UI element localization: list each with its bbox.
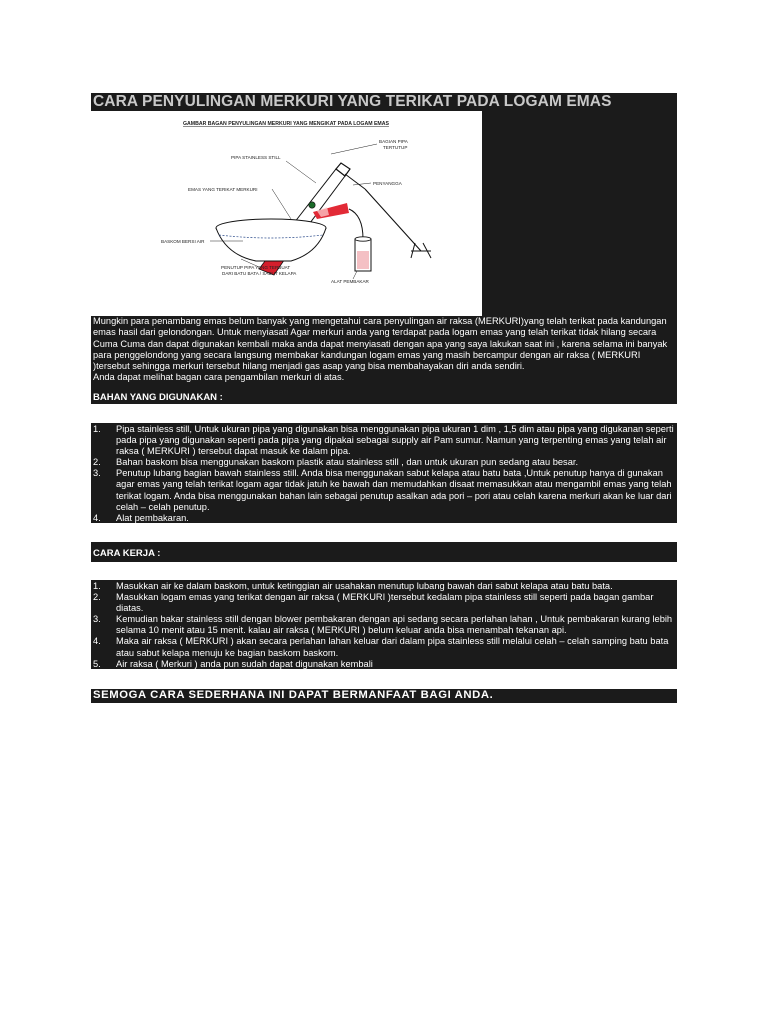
list-number: 1.: [93, 581, 101, 591]
burner-hose: [349, 209, 363, 239]
list-item: [91, 468, 677, 512]
intro-text: [93, 316, 675, 384]
label-cover-1: PENUTUP PIPA YANG TERBUAT: [221, 265, 291, 270]
kerja-list: [91, 581, 677, 670]
burner-fuel: [357, 251, 369, 269]
list-item: [91, 457, 677, 468]
leader-pipe-cap: [331, 144, 377, 154]
basin-body: [216, 228, 326, 261]
diagram-svg: [91, 111, 482, 316]
label-pipe-stainless: PIPA STAINLESS STILL: [231, 155, 281, 160]
kerja-list-section: [91, 580, 677, 669]
list-item: [91, 614, 677, 636]
distillation-diagram: [91, 111, 482, 316]
list-text: Penutup lubang bagian bawah stainless still. Anda bisa menggunakan sabut kelapa atau batu bata ,Untuk penutup hanya di gunakan agar emas yang telah terikat logam agar tidak jatuh ke bawah dan memudahkan disaat memasukkan atau mengambil emas yang telah terikat logam. Anda bisa menggunakan bahan lain sebagai penutup asalkan ada pori – pori atau celah karena merkuri akan ke luar dari celah – celah penutup.: [116, 468, 672, 512]
list-item: [91, 636, 677, 658]
label-pipe-cap-1: BAGIAN PIPA: [379, 139, 408, 144]
list-number: 4.: [93, 636, 101, 647]
list-number: 5.: [93, 658, 101, 669]
list-item: [91, 581, 677, 592]
support-leg: [365, 189, 421, 251]
label-basin: BASKOM BERSI AIR: [161, 239, 205, 244]
leader-support: [353, 183, 371, 185]
bahan-list: [91, 424, 677, 524]
list-number: 2.: [93, 592, 101, 603]
label-pipe-cap-2: TERTUTUP: [383, 145, 408, 150]
list-number: 1.: [93, 424, 101, 434]
closing-text: SEMOGA CARA SEDERHANA INI DAPAT BERMANFAAT BAGI ANDA.: [93, 689, 494, 701]
list-item: [91, 592, 677, 614]
list-text: Maka air raksa ( MERKURI ) akan secara perlahan lahan keluar dari dalam pipa stainless still melalui celah – celah samping batu bata atau sabut kelapa menuju ke bagian baskom baskom.: [116, 636, 669, 658]
label-support: PENYANGGA: [373, 181, 402, 186]
list-item: [91, 424, 677, 457]
list-text: Air raksa ( Merkuri ) anda pun sudah dapat digunakan kembali: [116, 658, 373, 669]
label-cover-2: DARI BATU BATA / SABUT KELAPA: [222, 271, 297, 276]
list-item: [91, 513, 677, 524]
bahan-heading: BAHAN YANG DIGUNAKAN :: [93, 392, 223, 403]
label-gold-mercury: EMAS YANG TERIKAT MERKURI: [188, 187, 258, 192]
closing-bar: [91, 689, 677, 703]
diagram-caption: GAMBAR BAGAN PENYULINGAN MERKURI YANG MENGIKAT PADA LOGAM EMAS: [183, 121, 389, 127]
kerja-heading-bar: [91, 542, 677, 562]
leader-burner: [353, 271, 357, 279]
list-text: Pipa stainless still, Untuk ukuran pipa yang digunakan bisa menggunakan pipa ukuran 1 dim , 1,5 dim atau pipa yang digukanan seperti pada pipa yang digunakan seperti pada pipa yang dipakai sebagai supply air Pam sumur. Namun yang terpenting emas yang telah air raksa ( MERKURI ) tersebut dapat masuk ke dalam pipa.: [116, 424, 674, 457]
list-number: 4.: [93, 512, 101, 523]
intro-paragraph: Mungkin para penambang emas belum banyak yang mengetahui cara penyulingan air raksa (MERKURI)yang telah terikat pada kandungan emas hasil dari gelondongan. Untuk menyiasati Agar merkuri anda yang terdapat pada logam emas yang telah terikat tidak hilang secara Cuma Cuma dan dapat digunakan kembali maka anda dapat menyiasati dengan apa yang saya lakukan saat ini , karena selama ini banyak para penggelondong yang secara langsung membakar kandungan logam emas yang masih bercampur dengan air raksa ( MERKURI )tersebut sehingga merkuri tersebut hilang menjadi gas asap yang bisa membahayakan diri anda sendiri.: [93, 316, 668, 372]
list-number: 3.: [93, 468, 101, 479]
list-number: 3.: [93, 614, 101, 625]
list-text: Alat pembakaran.: [116, 512, 189, 523]
kerja-heading: CARA KERJA :: [93, 548, 161, 559]
leader-gold: [272, 189, 291, 219]
list-text: Masukkan logam emas yang terikat dengan air raksa ( MERKURI )tersebut kedalam pipa stainless still seperti pada bagan gambar diatas.: [116, 592, 654, 614]
label-burner: ALAT PEMBAKAR: [331, 279, 369, 284]
mercury-dot: [309, 202, 315, 208]
intro-note: Anda dapat melihat bagan cara pengambilan merkuri di atas.: [93, 372, 345, 383]
support-arm: [345, 174, 365, 189]
list-text: Bahan baskom bisa menggunakan baskom plastik atau stainless still , dan untuk ukuran pun sedang atau besar.: [116, 457, 579, 468]
leader-pipe: [286, 161, 316, 183]
list-text: Kemudian bakar stainless still dengan blower pembakaran dengan api sedang secara perlahan lahan , Untuk pembakaran kurang lebih selama 10 menit atau 15 menit. kalau air raksa ( MERKURI ) belum keluar anda bisa menambah tekanan api.: [116, 614, 673, 636]
list-number: 2.: [93, 457, 101, 468]
bahan-list-section: [91, 423, 677, 523]
list-text: Masukkan air ke dalam baskom, untuk ketinggian air usahakan menutup lubang bawah dari sabut kelapa atau batu bata.: [116, 581, 613, 591]
list-item: [91, 659, 677, 670]
page-title: CARA PENYULINGAN MERKURI YANG TERIKAT PADA LOGAM EMAS: [93, 93, 612, 110]
title-bar: [91, 93, 677, 113]
burner-top: [355, 237, 371, 241]
